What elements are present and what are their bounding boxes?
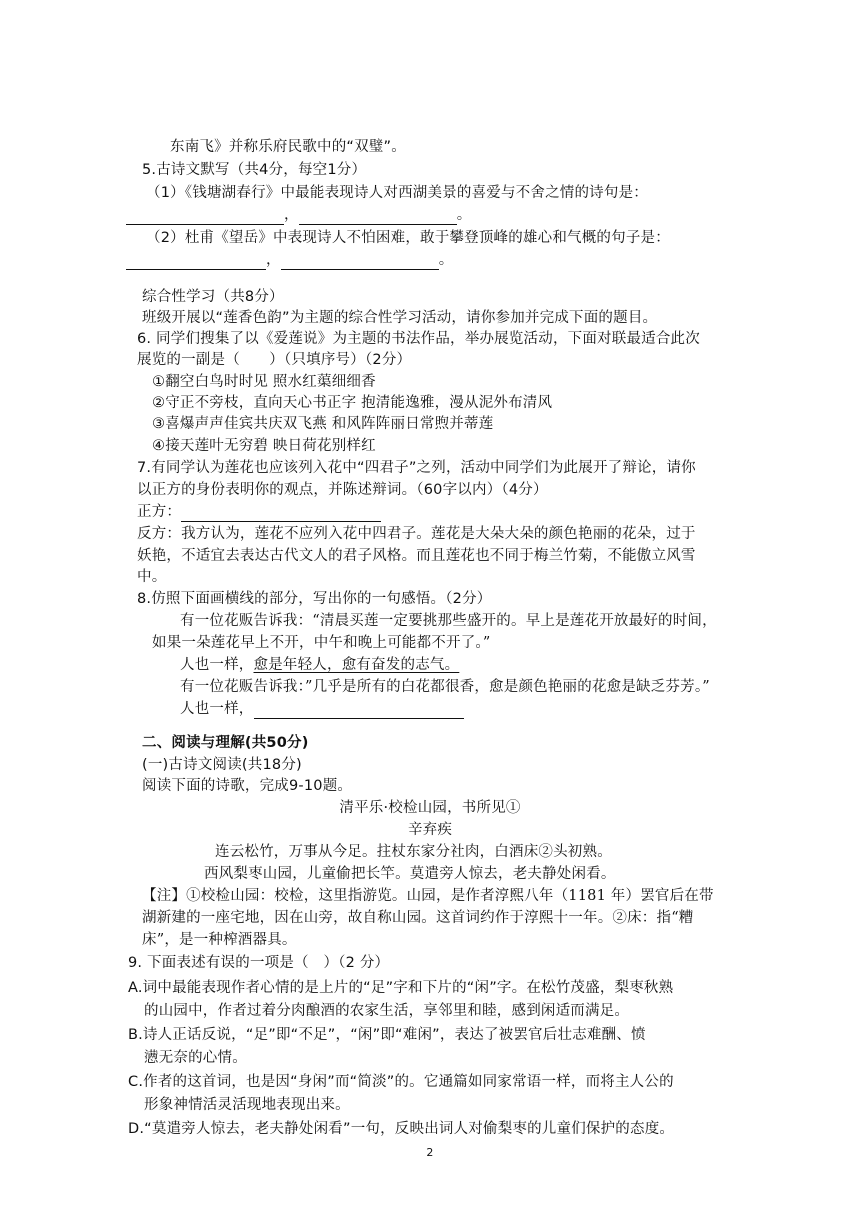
question-5-part-1: （1）《钱塘湖春行》中最能表现诗人对西湖美景的喜爱与不舍之情的诗句是：	[146, 185, 648, 201]
page-number: 2	[426, 1146, 434, 1159]
poem-author: 辛弃疾	[407, 822, 453, 838]
text-line: 展览的一副是（ ）（只填序号）（2分）	[137, 352, 412, 368]
section-heading: 综合性学习（共8分）	[142, 289, 284, 305]
question-5-heading: 5.古诗文默写（共4分，每空1分）	[142, 162, 367, 178]
answer-blank[interactable]	[281, 253, 439, 270]
question-6: 6. 同学们搜集了以《爱莲说》为主题的书法作品，举办展览活动，下面对联最适合此次	[137, 331, 700, 347]
question-5-part-2: （2）杜甫《望岳》中表现诗人不怕困难，敢于攀登顶峰的雄心和气概的句子是：	[146, 230, 670, 246]
negative-line: 反方：我方认为，莲花不应列入花中四君子。莲花是大朵大朵的颜色艳丽的花朵，过于	[137, 526, 696, 542]
option-line: ②守正不旁枝，直向天心书正字 抱清能逸雅，漫从泥外布清风	[152, 395, 553, 411]
text-line: 的山园中，作者过着分肉酿酒的农家生活，享邻里和睦，感到闲适而满足。	[144, 1003, 630, 1019]
poem-title: 清平乐·校检山园，书所见①	[339, 800, 521, 816]
text-line: 有一位花贩告诉我：“清晨买莲一定要挑那些盛开的。早上是莲花开放最好的时间，	[180, 613, 717, 629]
option-line: ③喜爆声声佳宾共庆双飞燕 和风阵阵丽日常煦并蒂莲	[152, 416, 494, 432]
question-8: 8.仿照下面画横线的部分，写出你的一句感悟。（2分）	[137, 591, 492, 607]
text-line: 阅读下面的诗歌，完成9-10题。	[142, 778, 353, 794]
answer-blank[interactable]	[181, 505, 381, 522]
text-line: 以正方的身份表明你的观点，并陈述辩词。（60字以内）（4分）	[137, 482, 548, 498]
text-line: 东南飞》并称乐府民歌中的“双璧”。	[170, 139, 406, 155]
text-line: 人也一样，愈是年轻人，愈有奋发的志气。	[180, 657, 460, 673]
answer-blank[interactable]	[126, 253, 266, 270]
text-line: 班级开展以“莲香色韵”为主题的综合性学习活动，请你参加并完成下面的题目。	[142, 310, 658, 326]
answer-line-5-1: ， 。	[126, 205, 471, 225]
text-line: 床”，是一种榨酒器具。	[142, 932, 297, 948]
answer-blank[interactable]	[299, 208, 457, 225]
poem-line: 西风梨枣山园，儿童偷把长竿。莫遣旁人惊去，老夫静处闲看。	[204, 866, 616, 882]
option-b: B.诗人正话反说，“足”即“不足”，“闲”即“难闲”，表达了被罢官后壮志难酬、愤	[128, 1027, 646, 1043]
question-9: 9. 下面表述有误的一项是（ ）（2 分）	[128, 955, 390, 971]
text-line: 有一位花贩告诉我：”几乎是所有的白花都很香，愈是颜色艳丽的花愈是缺乏芬芳。”	[180, 679, 710, 695]
answer-line-8: 人也一样，	[180, 699, 464, 719]
section-heading: 二、阅读与理解(共50分)	[142, 735, 309, 751]
answer-blank[interactable]	[254, 702, 464, 719]
affirmative-line: 正方：	[137, 502, 381, 522]
option-c: C.作者的这首词，也是因“身闲”而“简淡”的。它通篇如同家常语一样，而将主人公的	[128, 1074, 674, 1090]
text-line: 形象神情活灵活现地表现出来。	[144, 1097, 350, 1113]
text-line: 如果一朵莲花早上不开，中午和晚上可能都不开了。”	[152, 635, 491, 651]
poem-note: 【注】①校检山园：校检，这里指游览。山园，是作者淳熙八年（1181 年）罢官后在带	[142, 888, 714, 904]
option-a: A.词中最能表现作者心情的是上片的“足”字和下片的“闲”字。在松竹茂盛，梨枣秋熟	[128, 980, 674, 996]
option-d: D.“莫遣旁人惊去，老夫静处闲看”一句，反映出词人对偷梨枣的儿童们保护的态度。	[128, 1121, 675, 1137]
answer-line-5-2: ， 。	[126, 250, 453, 270]
subsection-heading: (一)古诗文阅读(共18分)	[142, 757, 302, 773]
text-line: 中。	[137, 569, 167, 585]
text-line: 妖艳，不适宜去表达古代文人的君子风格。而且莲花也不同于梅兰竹菊，不能傲立风雪	[137, 548, 696, 564]
option-line: ①翻空白鸟时时见 照水红蕖细细香	[152, 374, 376, 390]
underlined-example: 愈是年轻人，愈有奋发的志气。	[253, 657, 460, 673]
poem-line: 连云松竹，万事从今足。拄杖东家分社肉，白酒床②头初熟。	[215, 844, 612, 860]
option-line: ④接天莲叶无穷碧 映日荷花别样红	[152, 438, 376, 454]
text-line: 懑无奈的心情。	[144, 1050, 247, 1066]
answer-blank[interactable]	[126, 208, 284, 225]
question-7: 7.有同学认为莲花也应该列入花中“四君子”之列，活动中同学们为此展开了辩论，请你	[137, 460, 696, 476]
text-line: 湖新建的一座宅地，因在山旁，故自称山园。这首词约作于淳熙十一年。②床：指“糟	[142, 910, 694, 926]
